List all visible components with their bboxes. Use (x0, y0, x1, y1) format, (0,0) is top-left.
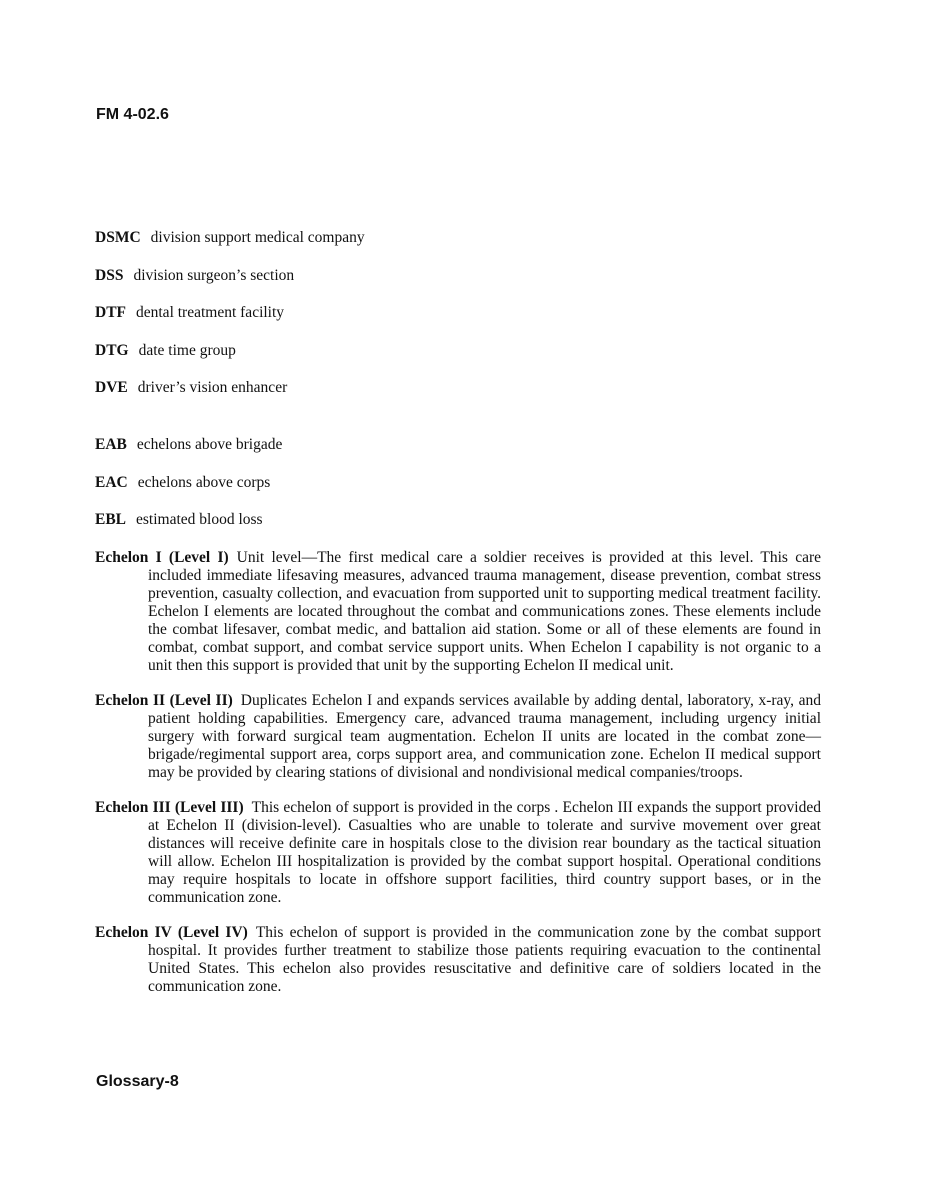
glossary-term: DVE (95, 379, 128, 396)
glossary-entry (95, 342, 821, 360)
glossary-entry (95, 511, 821, 529)
glossary-definition: estimated blood loss (136, 511, 263, 528)
glossary-definition: This echelon of support is provided in the corps . Echelon III expands the support provided at Echelon II (division-level). Casualties who are unable to tolerate and survive movement over great distances will receive definite care in hospitals close to the division rear boundary as the tactical situation will allow. Echelon III hospitalization is provided by the combat support hospital. Operational conditions may require hospitals to locate in offshore support facilities, third country support bases, or in the communication zone. (148, 798, 821, 906)
glossary-definition: This echelon of support is provided in the communication zone by the combat support hospital. It provides further treatment to stabilize those patients requiring evacuation to the continental United States. This echelon also provides resuscitative and definitive care of soldiers located in the communication zone. (148, 923, 821, 995)
glossary-definition: Unit level—The first medical care a soldier receives is provided at this level. This care included immediate lifesaving measures, advanced trauma management, disease prevention, combat stress prevention, casualty collection, and evacuation from supported unit to supporting medical treatment facility. Echelon I elements are located throughout the combat and communications zones. These elements include the combat lifesaver, combat medic, and battalion aid station. Some or all of these elements are found in combat, combat support, and combat service support units. When Echelon I capability is not organic to a unit then this support is provided that unit by the supporting Echelon II medical unit. (148, 548, 822, 674)
glossary-term: DTF (95, 304, 126, 321)
glossary-definition: echelons above corps (137, 473, 271, 491)
glossary-definition: division support medical company (150, 229, 365, 246)
glossary-list (95, 229, 821, 1013)
glossary-term: DSMC (95, 229, 141, 246)
glossary-term: DTG (95, 341, 129, 359)
glossary-entry (95, 436, 821, 454)
glossary-term: Echelon III (Level III) (95, 798, 244, 816)
glossary-term: Echelon IV (Level IV) (95, 923, 248, 941)
glossary-entry (95, 379, 821, 397)
page-number-footer: Glossary-8 (96, 1073, 179, 1090)
glossary-term: Echelon I (Level I) (95, 548, 229, 566)
glossary-term: EBL (95, 511, 127, 528)
glossary-entry (95, 267, 821, 285)
glossary-definition: date time group (138, 341, 236, 359)
glossary-definition: dental treatment facility (136, 304, 285, 321)
glossary-entry-echelon-3 (95, 799, 821, 907)
glossary-definition: echelons above brigade (136, 436, 283, 453)
document-id-header: FM 4-02.6 (96, 106, 169, 123)
glossary-term: Echelon II (Level II) (95, 691, 233, 709)
glossary-entry-echelon-4 (95, 924, 821, 996)
glossary-entry (95, 304, 821, 322)
glossary-entry (95, 229, 821, 247)
glossary-definition: division surgeon’s section (133, 266, 295, 284)
glossary-term: DSS (95, 266, 124, 284)
glossary-entry (95, 474, 821, 492)
glossary-definition: Duplicates Echelon I and expands services available by adding dental, laboratory, x-ray, and patient holding capabilities. Emergency care, advanced trauma management, including urgency initial surgery with forward surgical team augmentation. Echelon II units are located in the combat zone—brigade/regimental support area, corps support area, and communication zone. Echelon II medical support may be provided by clearing stations of divisional and nondivisional medical companies/troops. (148, 691, 821, 781)
glossary-entry-echelon-2 (95, 692, 821, 782)
glossary-term: EAB (95, 436, 127, 453)
glossary-term: EAC (95, 473, 128, 491)
glossary-definition: driver’s vision enhancer (137, 379, 288, 396)
glossary-entry-echelon-1 (95, 549, 821, 675)
